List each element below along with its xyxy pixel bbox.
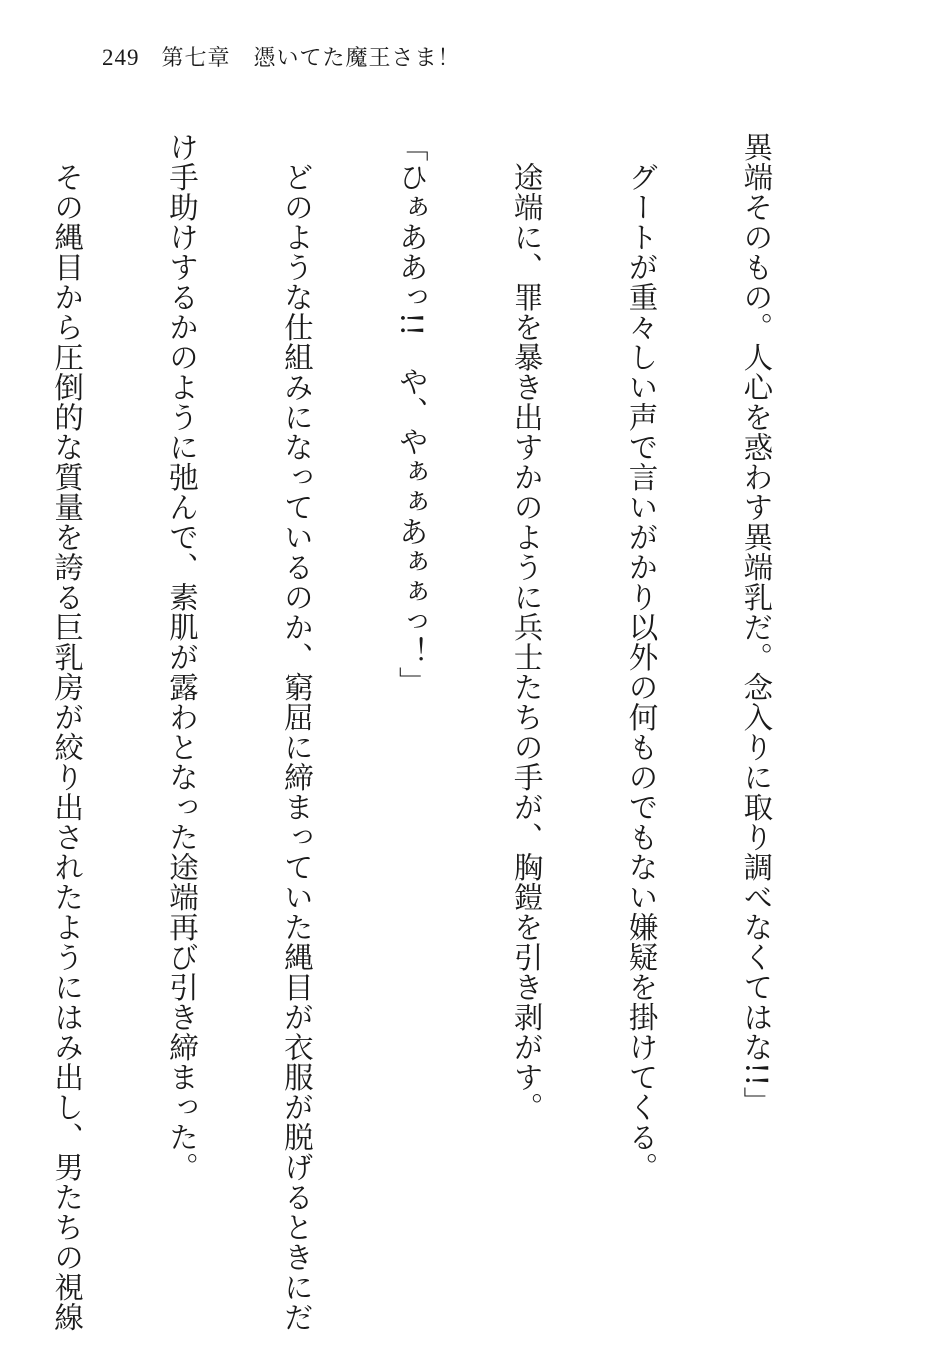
text-line: どのような仕組みになっているのか、窮屈に締まっていた縄目が衣服が脱げるときにだ bbox=[279, 132, 314, 1332]
text-line: 「ひぁああっ!! や、やぁぁあぁぁっ！」 bbox=[394, 132, 429, 697]
body-text bbox=[50, 132, 852, 1332]
text-line: グートが重々しい声で言いがかり以外の何ものでもない嫌疑を掛けてくる。 bbox=[624, 132, 659, 1182]
chapter-title: 第七章 憑いてた魔王さま！ bbox=[161, 46, 461, 71]
text-line: け手助けするかのように弛んで、素肌が露わとなった途端再び引き締まった。 bbox=[164, 132, 199, 1182]
page-number: 249 bbox=[102, 45, 140, 70]
text-line: 途端に、罪を暴き出すかのように兵士たちの手が、胸鎧を引き剥がす。 bbox=[509, 132, 544, 1122]
text-line: その縄目から圧倒的な質量を誇る巨乳房が絞り出されたようにはみ出し、男たちの視線 bbox=[50, 132, 85, 1332]
running-header bbox=[102, 46, 461, 70]
text-line: 異端そのもの。人心を惑わす異端乳だ。念入りに取り調べなくてはな!!」 bbox=[739, 132, 774, 1117]
